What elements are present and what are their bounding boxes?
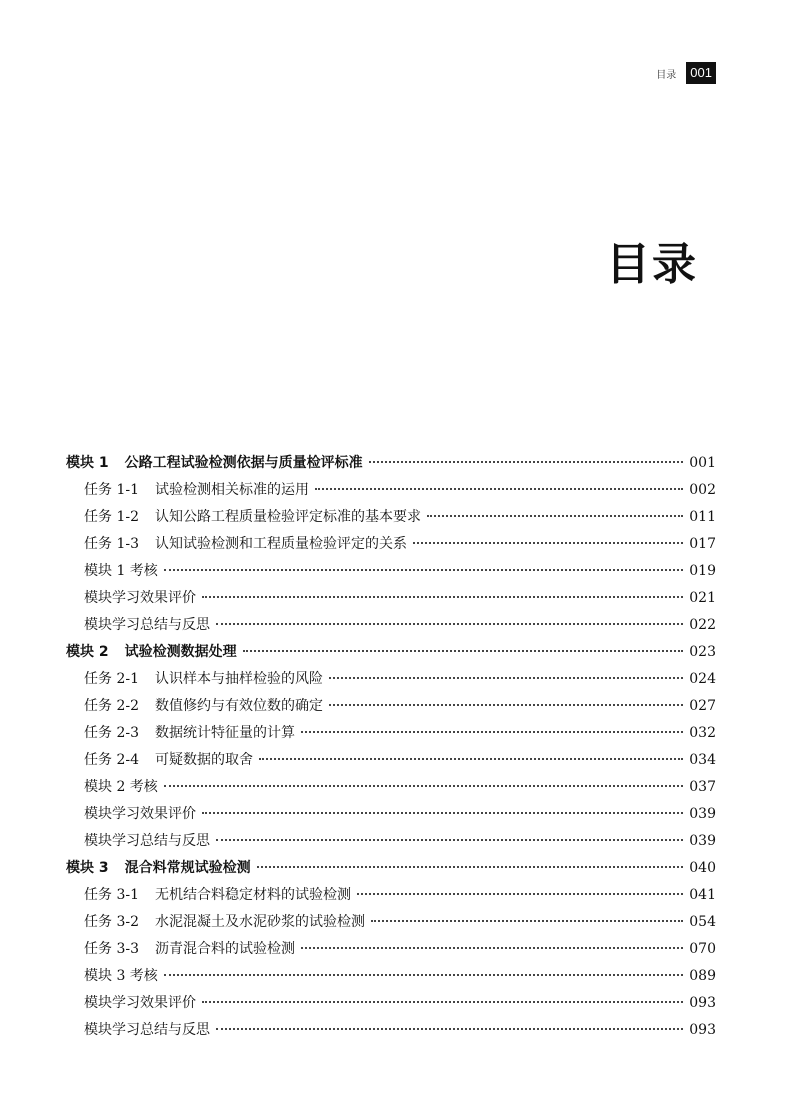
entry-page: 041 (689, 887, 716, 903)
toc-entry[interactable] (66, 938, 716, 965)
entry-title: 模块 3 考核 (84, 968, 158, 984)
toc-entry[interactable] (66, 560, 716, 587)
entry-page: 023 (689, 644, 716, 660)
dot-leader (202, 1001, 683, 1003)
toc-module-entry[interactable] (66, 452, 716, 479)
entry-page: 037 (689, 779, 716, 795)
toc-entry[interactable] (66, 776, 716, 803)
entry-number: 任务 2-2 (84, 698, 139, 714)
entry-title: 模块学习效果评价 (84, 806, 196, 822)
entry-title: 模块 2 考核 (84, 779, 158, 795)
entry-page: 039 (689, 833, 716, 849)
dot-leader (259, 758, 683, 760)
entry-page: 040 (689, 860, 716, 876)
entry-number: 模块 2 (66, 644, 109, 660)
entry-title: 模块 1 考核 (84, 563, 158, 579)
toc-entry[interactable] (66, 587, 716, 614)
toc-entry[interactable] (66, 506, 716, 533)
entry-title: 混合料常规试验检测 (124, 860, 251, 876)
entry-number: 任务 2-3 (84, 725, 139, 741)
entry-title: 模块学习效果评价 (84, 995, 196, 1011)
entry-title: 模块学习总结与反思 (84, 1022, 210, 1038)
dot-leader (369, 461, 684, 463)
entry-number: 任务 3-2 (84, 914, 139, 930)
toc-entry[interactable] (66, 1019, 716, 1046)
entry-number: 任务 3-1 (84, 887, 139, 903)
entry-title: 试验检测数据处理 (124, 644, 237, 660)
dot-leader (329, 677, 683, 679)
entry-title: 可疑数据的取舍 (155, 752, 253, 768)
entry-title: 模块学习总结与反思 (84, 833, 210, 849)
toc-entry[interactable] (66, 830, 716, 857)
entry-number: 任务 1-1 (84, 482, 139, 498)
dot-leader (164, 974, 683, 976)
toc-entry[interactable] (66, 749, 716, 776)
entry-title: 认知公路工程质量检验评定标准的基本要求 (155, 509, 421, 525)
dot-leader (243, 650, 684, 652)
entry-title: 数值修约与有效位数的确定 (155, 698, 323, 714)
dot-leader (315, 488, 683, 490)
toc-entry[interactable] (66, 614, 716, 641)
entry-title: 认知试验检测和工程质量检验评定的关系 (155, 536, 407, 552)
entry-number: 模块 3 (66, 860, 109, 876)
dot-leader (357, 893, 683, 895)
entry-number: 任务 2-4 (84, 752, 139, 768)
toc-entry[interactable] (66, 965, 716, 992)
toc-entry[interactable] (66, 479, 716, 506)
entry-page: 027 (689, 698, 716, 714)
toc-entry[interactable] (66, 668, 716, 695)
entry-title: 无机结合料稳定材料的试验检测 (155, 887, 351, 903)
entry-title: 认识样本与抽样检验的风险 (155, 671, 323, 687)
toc-entry[interactable] (66, 884, 716, 911)
dot-leader (216, 839, 683, 841)
dot-leader (164, 785, 683, 787)
entry-page: 019 (689, 563, 716, 579)
entry-number: 任务 2-1 (84, 671, 139, 687)
dot-leader (164, 569, 683, 571)
running-header (656, 62, 716, 84)
entry-page: 093 (689, 995, 716, 1011)
entry-number: 任务 1-3 (84, 536, 139, 552)
entry-title: 沥青混合料的试验检测 (155, 941, 295, 957)
page-title: 目录 (606, 239, 698, 290)
toc-module-entry[interactable] (66, 857, 716, 884)
toc-entry[interactable] (66, 695, 716, 722)
header-page-number: 001 (686, 62, 716, 84)
entry-page: 089 (689, 968, 716, 984)
dot-leader (202, 596, 683, 598)
toc-entry[interactable] (66, 992, 716, 1019)
dot-leader (301, 947, 683, 949)
entry-page: 001 (689, 455, 716, 471)
dot-leader (413, 542, 683, 544)
entry-number: 任务 3-3 (84, 941, 139, 957)
entry-page: 070 (689, 941, 716, 957)
entry-title: 公路工程试验检测依据与质量检评标准 (124, 455, 363, 471)
entry-page: 021 (689, 590, 716, 606)
entry-page: 093 (689, 1022, 716, 1038)
entry-page: 054 (689, 914, 716, 930)
entry-page: 002 (689, 482, 716, 498)
entry-title: 水泥混凝土及水泥砂浆的试验检测 (155, 914, 365, 930)
entry-page: 034 (689, 752, 716, 768)
toc-entry[interactable] (66, 911, 716, 938)
toc-entry[interactable] (66, 533, 716, 560)
table-of-contents (66, 452, 716, 1046)
dot-leader (427, 515, 683, 517)
toc-module-entry[interactable] (66, 641, 716, 668)
dot-leader (301, 731, 683, 733)
entry-page: 022 (689, 617, 716, 633)
entry-number: 任务 1-2 (84, 509, 139, 525)
entry-number: 模块 1 (66, 455, 109, 471)
entry-page: 039 (689, 806, 716, 822)
dot-leader (202, 812, 683, 814)
entry-title: 模块学习效果评价 (84, 590, 196, 606)
entry-title: 试验检测相关标准的运用 (155, 482, 309, 498)
dot-leader (216, 1028, 683, 1030)
dot-leader (257, 866, 684, 868)
header-label: 目录 (656, 69, 677, 81)
entry-title: 模块学习总结与反思 (84, 617, 210, 633)
dot-leader (329, 704, 683, 706)
entry-title: 数据统计特征量的计算 (155, 725, 295, 741)
entry-page: 011 (689, 509, 716, 525)
entry-page: 024 (689, 671, 716, 687)
dot-leader (371, 920, 683, 922)
toc-entry[interactable] (66, 803, 716, 830)
toc-entry[interactable] (66, 722, 716, 749)
dot-leader (216, 623, 683, 625)
entry-page: 017 (689, 536, 716, 552)
entry-page: 032 (689, 725, 716, 741)
